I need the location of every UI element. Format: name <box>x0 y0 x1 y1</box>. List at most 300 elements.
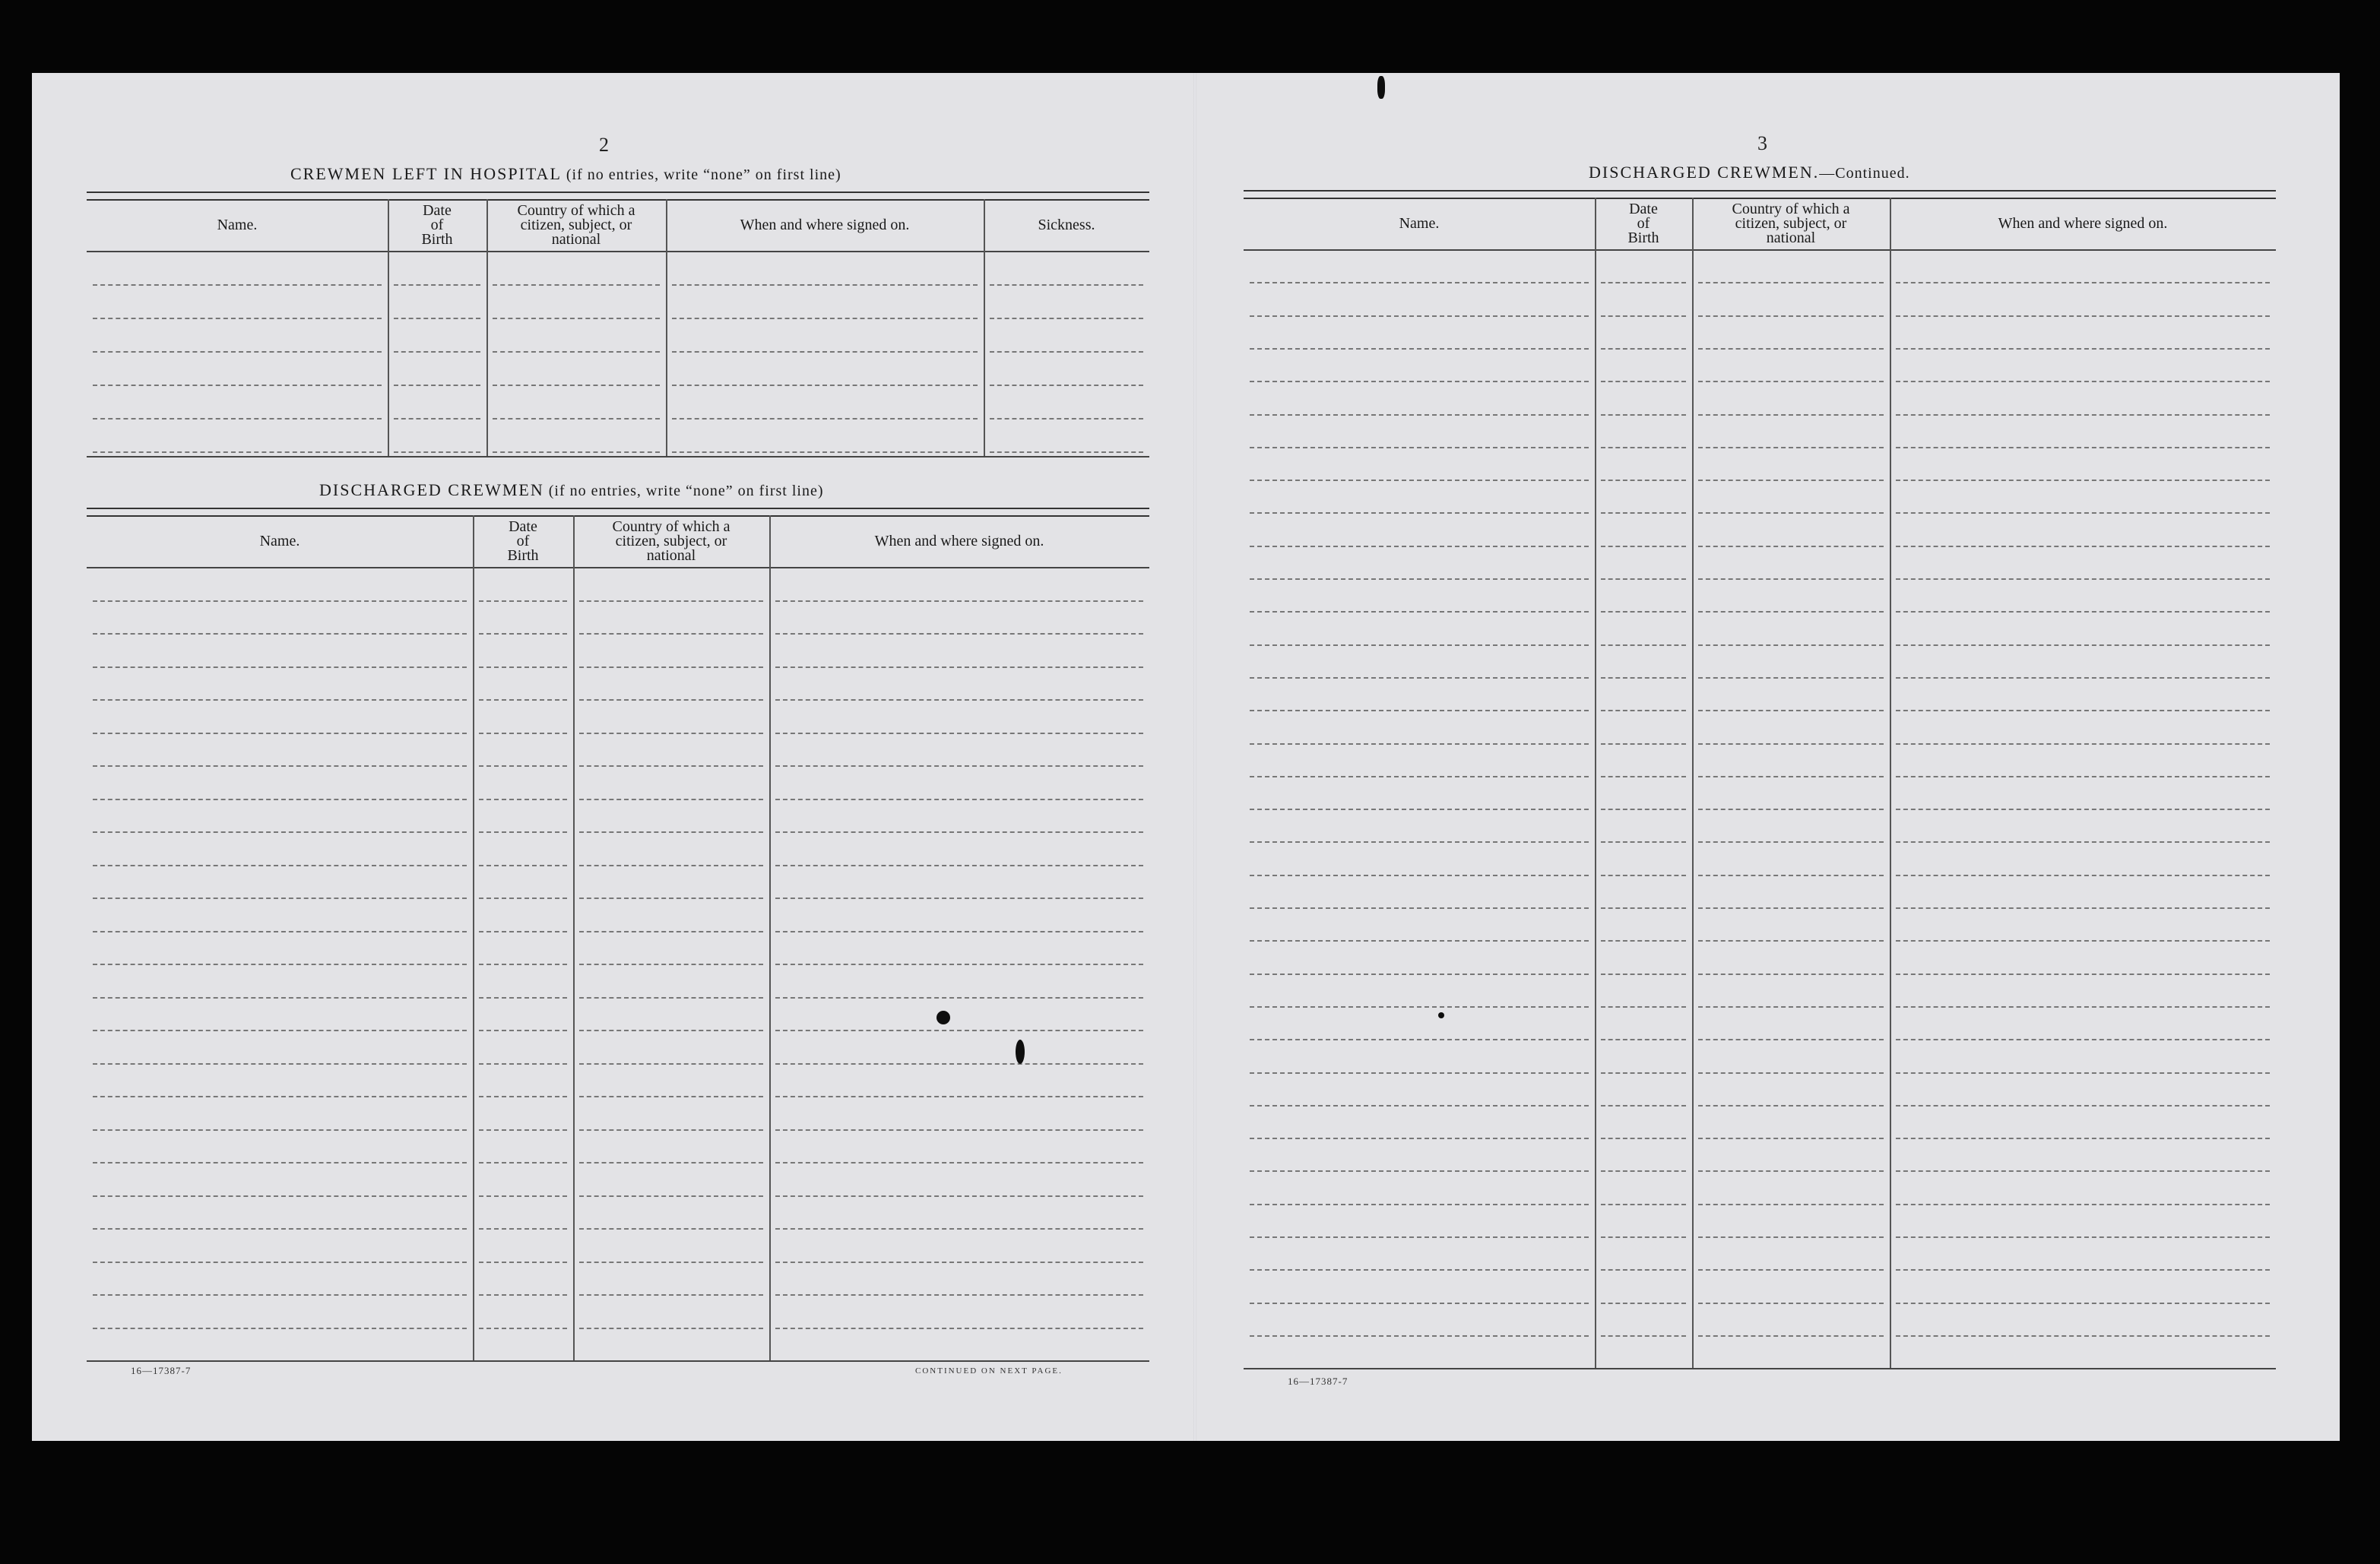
entry-line <box>1698 1006 1884 1008</box>
entry-line <box>1896 546 2270 547</box>
entry-line <box>1896 1303 2270 1304</box>
entry-line <box>1250 1236 1589 1238</box>
entry-line <box>479 865 567 866</box>
column-header <box>1692 198 1890 249</box>
entry-line <box>775 733 1143 734</box>
entry-line <box>1250 1170 1589 1172</box>
entry-line <box>1250 1072 1589 1074</box>
entry-line <box>775 1162 1143 1164</box>
entry-line <box>579 1096 763 1097</box>
entry-line <box>479 1063 567 1065</box>
entry-line <box>775 831 1143 833</box>
entry-line <box>479 1129 567 1131</box>
form-number: 16—17387-7 <box>131 1365 192 1376</box>
entry-line <box>775 666 1143 668</box>
entry-line <box>1250 381 1589 382</box>
entry-line <box>1698 875 1884 876</box>
entry-line <box>93 898 467 899</box>
entry-line <box>1601 512 1686 514</box>
entry-line <box>1896 1039 2270 1040</box>
entry-line <box>1698 546 1884 547</box>
entry-line <box>672 451 978 453</box>
entry-line <box>1250 315 1589 317</box>
entry-line <box>1698 710 1884 711</box>
entry-line <box>579 633 763 635</box>
entry-line <box>579 898 763 899</box>
entry-line <box>1250 1335 1589 1337</box>
entry-line <box>1601 578 1686 580</box>
entry-line <box>479 1195 567 1197</box>
entry-line <box>1601 1170 1686 1172</box>
entry-line <box>1250 480 1589 481</box>
entry-line <box>1698 447 1884 448</box>
ink-mark <box>1377 76 1385 99</box>
entry-line <box>1601 644 1686 646</box>
entry-line <box>1896 447 2270 448</box>
entry-line <box>1601 348 1686 350</box>
entry-line <box>579 1228 763 1230</box>
entry-line <box>93 1262 467 1263</box>
entry-line <box>579 1030 763 1031</box>
entry-line <box>1601 1303 1686 1304</box>
entry-line <box>775 765 1143 767</box>
ink-spot <box>1016 1040 1025 1064</box>
column-header <box>1595 198 1692 249</box>
entry-line <box>1698 809 1884 810</box>
column-header-label: When and where signed on. <box>1998 214 2168 232</box>
column-divider <box>769 515 771 1360</box>
entry-line <box>775 1328 1143 1329</box>
entry-line <box>1698 282 1884 283</box>
entry-line <box>1896 875 2270 876</box>
entry-line <box>1698 1236 1884 1238</box>
entry-line <box>775 865 1143 866</box>
entry-line <box>1601 1335 1686 1337</box>
entry-line <box>1698 480 1884 481</box>
entry-line <box>93 600 467 602</box>
entry-line <box>394 451 480 453</box>
column-header-label: Country of which a citizen, subject, or national <box>517 201 635 248</box>
entry-line <box>1601 480 1686 481</box>
entry-line <box>1601 710 1686 711</box>
entry-line <box>579 1328 763 1329</box>
entry-line <box>93 318 382 319</box>
column-divider <box>1890 198 1891 1368</box>
entry-line <box>775 1228 1143 1230</box>
column-header-label: Date of Birth <box>507 518 539 564</box>
entry-line <box>1698 1039 1884 1040</box>
entry-line <box>93 1328 467 1329</box>
entry-line <box>479 1294 567 1296</box>
entry-line <box>93 997 467 999</box>
entry-line <box>1896 1236 2270 1238</box>
entry-line <box>1250 1039 1589 1040</box>
continued-note: CONTINUED ON NEXT PAGE. <box>915 1366 1063 1376</box>
entry-line <box>479 699 567 701</box>
header-bottom-rule <box>87 251 1149 252</box>
hospital-section-title <box>290 164 841 184</box>
column-header-label: When and where signed on. <box>740 216 910 233</box>
entry-line <box>1896 1072 2270 1074</box>
entry-line <box>1601 841 1686 843</box>
column-header-label: Sickness. <box>1038 216 1095 233</box>
entry-line <box>1698 841 1884 843</box>
entry-line <box>775 699 1143 701</box>
column-divider <box>666 199 667 456</box>
entry-line <box>493 385 660 386</box>
entry-line <box>1698 381 1884 382</box>
entry-line <box>1601 1236 1686 1238</box>
entry-line <box>579 666 763 668</box>
entry-line <box>93 865 467 866</box>
entry-line <box>1601 776 1686 777</box>
entry-line <box>775 1262 1143 1263</box>
entry-line <box>93 733 467 734</box>
left-page <box>32 73 1195 1441</box>
entry-line <box>93 699 467 701</box>
entry-line <box>579 733 763 734</box>
page-number: 2 <box>599 134 610 156</box>
entry-line <box>672 351 978 353</box>
column-header <box>769 515 1149 567</box>
entry-line <box>1250 282 1589 283</box>
entry-line <box>493 284 660 286</box>
column-divider <box>573 515 575 1360</box>
continued-title-note: —Continued. <box>1819 165 1910 182</box>
entry-line <box>579 600 763 602</box>
entry-line <box>1896 809 2270 810</box>
entry-line <box>775 1096 1143 1097</box>
entry-line <box>1896 1269 2270 1271</box>
entry-line <box>1698 611 1884 613</box>
entry-line <box>479 931 567 932</box>
entry-line <box>579 831 763 833</box>
entry-line <box>1896 315 2270 317</box>
entry-line <box>1601 1072 1686 1074</box>
entry-line <box>1896 644 2270 646</box>
column-header <box>87 515 473 567</box>
entry-line <box>493 418 660 419</box>
entry-line <box>1896 710 2270 711</box>
column-header <box>87 199 388 251</box>
entry-line <box>1896 907 2270 909</box>
entry-line <box>93 385 382 386</box>
entry-line <box>1896 282 2270 283</box>
entry-line <box>1250 1006 1589 1008</box>
discharged-continued-title <box>1589 163 1910 182</box>
form-sheet <box>32 73 2340 1441</box>
entry-line <box>1250 512 1589 514</box>
entry-line <box>1601 743 1686 745</box>
entry-line <box>1896 776 2270 777</box>
entry-line <box>579 765 763 767</box>
column-header-label: Date of Birth <box>421 201 453 248</box>
entry-line <box>479 765 567 767</box>
column-header <box>1890 198 2276 249</box>
entry-line <box>493 318 660 319</box>
entry-line <box>579 865 763 866</box>
entry-line <box>1698 1269 1884 1271</box>
entry-line <box>1601 907 1686 909</box>
entry-line <box>1896 1204 2270 1205</box>
entry-line <box>1698 776 1884 777</box>
entry-line <box>493 451 660 453</box>
column-header-label: Date of Birth <box>1627 200 1659 246</box>
discharged-title-main: DISCHARGED CREWMEN <box>319 480 544 499</box>
entry-line <box>1698 743 1884 745</box>
column-header <box>473 515 573 567</box>
entry-line <box>1250 1105 1589 1107</box>
entry-line <box>579 1063 763 1065</box>
entry-line <box>1698 578 1884 580</box>
entry-line <box>1250 974 1589 975</box>
entry-line <box>1250 1303 1589 1304</box>
entry-line <box>1896 940 2270 942</box>
entry-line <box>775 931 1143 932</box>
entry-line <box>775 1195 1143 1197</box>
entry-line <box>479 1228 567 1230</box>
entry-line <box>1250 414 1589 416</box>
entry-line <box>93 666 467 668</box>
entry-line <box>775 600 1143 602</box>
entry-line <box>1698 315 1884 317</box>
column-header <box>666 199 984 251</box>
entry-line <box>1698 1335 1884 1337</box>
entry-line <box>1250 776 1589 777</box>
entry-line <box>93 1195 467 1197</box>
entry-line <box>93 1129 467 1131</box>
entry-line <box>1896 974 2270 975</box>
entry-line <box>990 385 1143 386</box>
entry-line <box>93 1162 467 1164</box>
entry-line <box>1250 1204 1589 1205</box>
entry-line <box>93 831 467 833</box>
entry-line <box>579 931 763 932</box>
table-bottom-rule <box>87 456 1149 457</box>
entry-line <box>479 1262 567 1263</box>
entry-line <box>1698 512 1884 514</box>
entry-line <box>1698 1303 1884 1304</box>
hospital-title-main: CREWMEN LEFT IN HOSPITAL <box>290 164 562 183</box>
entry-line <box>479 600 567 602</box>
entry-line <box>93 1294 467 1296</box>
entry-line <box>1896 578 2270 580</box>
entry-line <box>1250 447 1589 448</box>
entry-line <box>775 1030 1143 1031</box>
discharged-table <box>87 508 1149 1362</box>
entry-line <box>479 733 567 734</box>
entry-line <box>1250 907 1589 909</box>
entry-line <box>93 1228 467 1230</box>
entry-line <box>775 898 1143 899</box>
entry-line <box>1896 1170 2270 1172</box>
entry-line <box>479 1162 567 1164</box>
entry-line <box>1601 1269 1686 1271</box>
entry-line <box>1250 809 1589 810</box>
entry-line <box>479 1030 567 1031</box>
entry-line <box>1250 743 1589 745</box>
ink-spot <box>936 1011 950 1024</box>
entry-line <box>93 451 382 453</box>
entry-line <box>1250 710 1589 711</box>
entry-line <box>1250 841 1589 843</box>
entry-line <box>93 284 382 286</box>
entry-line <box>579 799 763 800</box>
entry-line <box>579 1129 763 1131</box>
entry-line <box>1698 1105 1884 1107</box>
entry-line <box>479 898 567 899</box>
entry-line <box>479 633 567 635</box>
entry-line <box>1250 644 1589 646</box>
ink-spot <box>1438 1012 1444 1018</box>
entry-line <box>1698 414 1884 416</box>
entry-line <box>93 799 467 800</box>
entry-line <box>775 1129 1143 1131</box>
hospital-table <box>87 192 1149 457</box>
entry-line <box>1601 1204 1686 1205</box>
entry-line <box>1896 1006 2270 1008</box>
entry-line <box>1698 1170 1884 1172</box>
entry-line <box>990 351 1143 353</box>
entry-line <box>93 1096 467 1097</box>
entry-line <box>775 964 1143 965</box>
entry-line <box>1601 809 1686 810</box>
header-bottom-rule <box>87 567 1149 568</box>
entry-line <box>579 1294 763 1296</box>
entry-line <box>1601 381 1686 382</box>
column-header <box>984 199 1149 251</box>
entry-line <box>394 418 480 419</box>
entry-line <box>479 831 567 833</box>
column-header-label: Name. <box>259 532 300 549</box>
entry-line <box>1896 743 2270 745</box>
entry-line <box>1601 974 1686 975</box>
column-header <box>388 199 486 251</box>
table-bottom-rule <box>87 1360 1149 1362</box>
entry-line <box>1698 940 1884 942</box>
column-header <box>1244 198 1595 249</box>
entry-line <box>1601 940 1686 942</box>
entry-line <box>579 1162 763 1164</box>
entry-line <box>1601 875 1686 876</box>
entry-line <box>1250 677 1589 679</box>
entry-line <box>1601 1138 1686 1139</box>
entry-line <box>1601 1006 1686 1008</box>
entry-line <box>1601 677 1686 679</box>
entry-line <box>394 318 480 319</box>
entry-line <box>1601 447 1686 448</box>
entry-line <box>1601 546 1686 547</box>
header-bottom-rule <box>1244 249 2276 251</box>
right-page <box>1195 73 2340 1441</box>
entry-line <box>493 351 660 353</box>
entry-line <box>1698 677 1884 679</box>
column-divider <box>1692 198 1694 1368</box>
entry-line <box>990 284 1143 286</box>
entry-line <box>1896 381 2270 382</box>
table-bottom-rule <box>1244 1368 2276 1369</box>
entry-line <box>775 1294 1143 1296</box>
entry-line <box>579 1195 763 1197</box>
entry-line <box>1250 1269 1589 1271</box>
entry-line <box>1601 282 1686 283</box>
entry-line <box>1250 940 1589 942</box>
column-header-label: Country of which a citizen, subject, or national <box>1732 200 1850 246</box>
column-header-label: Country of which a citizen, subject, or national <box>612 518 730 564</box>
column-divider <box>984 199 985 456</box>
hospital-title-note: (if no entries, write “none” on first line) <box>561 166 841 183</box>
column-header <box>486 199 666 251</box>
entry-line <box>93 964 467 965</box>
entry-line <box>1698 974 1884 975</box>
entry-line <box>1896 841 2270 843</box>
entry-line <box>990 451 1143 453</box>
entry-line <box>479 997 567 999</box>
entry-line <box>1250 611 1589 613</box>
entry-line <box>775 1063 1143 1065</box>
entry-line <box>93 418 382 419</box>
entry-line <box>1698 348 1884 350</box>
entry-line <box>1896 480 2270 481</box>
entry-line <box>1896 611 2270 613</box>
entry-line <box>1601 315 1686 317</box>
discharged-section-title <box>319 480 824 500</box>
entry-line <box>479 799 567 800</box>
entry-line <box>990 418 1143 419</box>
entry-line <box>1601 414 1686 416</box>
entry-line <box>93 1030 467 1031</box>
entry-line <box>479 1328 567 1329</box>
entry-line <box>1896 1138 2270 1139</box>
entry-line <box>1698 1072 1884 1074</box>
column-divider <box>1595 198 1596 1368</box>
entry-line <box>1896 348 2270 350</box>
entry-line <box>479 1096 567 1097</box>
entry-line <box>1698 644 1884 646</box>
discharged-title-note: (if no entries, write “none” on first line) <box>544 483 824 499</box>
column-header-label: Name. <box>1399 214 1440 232</box>
entry-line <box>1250 578 1589 580</box>
entry-line <box>1896 414 2270 416</box>
column-header-label: When and where signed on. <box>874 532 1044 549</box>
entry-line <box>1896 1335 2270 1337</box>
column-header-label: Name. <box>217 216 258 233</box>
entry-line <box>672 385 978 386</box>
entry-line <box>990 318 1143 319</box>
entry-line <box>1896 1105 2270 1107</box>
column-divider <box>388 199 389 456</box>
entry-line <box>1601 611 1686 613</box>
column-header <box>573 515 769 567</box>
entry-line <box>1250 546 1589 547</box>
entry-line <box>1601 1039 1686 1040</box>
page-number-right: 3 <box>1757 132 1768 154</box>
entry-line <box>479 964 567 965</box>
entry-line <box>1250 348 1589 350</box>
entry-line <box>579 997 763 999</box>
entry-line <box>775 997 1143 999</box>
entry-line <box>1698 1204 1884 1205</box>
continued-title-main: DISCHARGED CREWMEN. <box>1589 163 1820 182</box>
entry-line <box>479 666 567 668</box>
entry-line <box>672 418 978 419</box>
entry-line <box>93 765 467 767</box>
entry-line <box>93 1063 467 1065</box>
entry-line <box>1250 1138 1589 1139</box>
entry-line <box>672 284 978 286</box>
entry-line <box>1601 1105 1686 1107</box>
entry-line <box>394 385 480 386</box>
